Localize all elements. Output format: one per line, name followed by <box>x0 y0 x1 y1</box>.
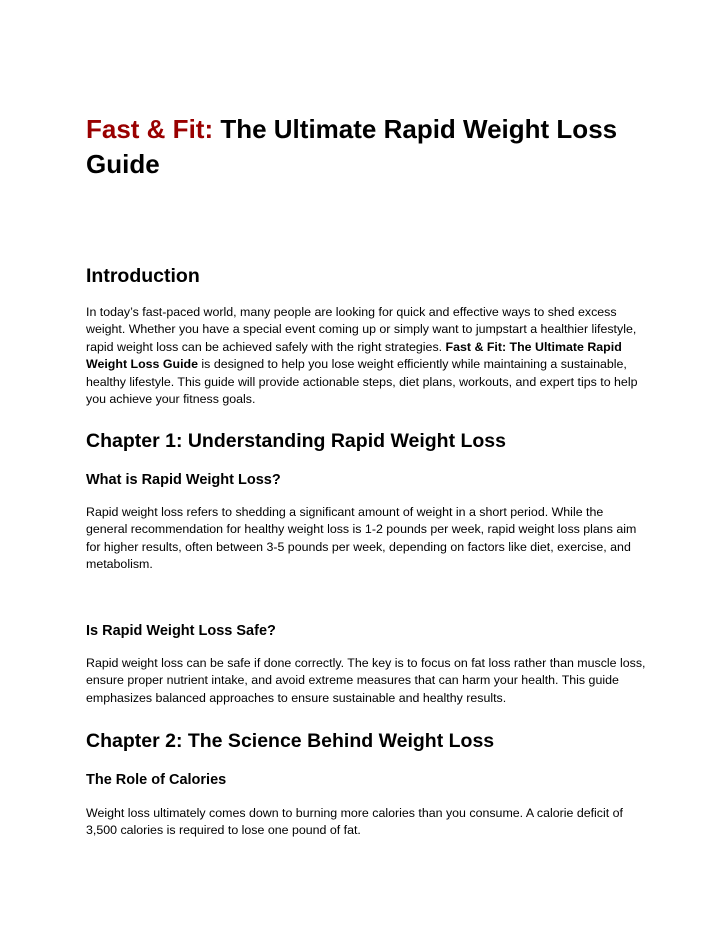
chapter1-heading: Chapter 1: Understanding Rapid Weight Loss <box>86 430 507 452</box>
chapter1-sub2-heading: Is Rapid Weight Loss Safe? <box>86 623 276 639</box>
document-title <box>86 112 626 182</box>
intro-text-before: In today’s fast-paced world, many people are looking for quick and effective ways to shed excess weight. Whether you have a special event coming up or simply want to jumpstart a healthier lifestyle, rapid weight loss can be achieved safely with the right strategies. <box>86 305 637 354</box>
chapter1-sub1-paragraph: Rapid weight loss refers to shedding a significant amount of weight in a short period. While the general recommendation for healthy weight loss is 1-2 pounds per week, rapid weight loss plans aim for higher results, often between 3-5 pounds per week, depending on factors like diet, exercise, and metabolism. <box>86 505 637 572</box>
chapter1-sub2-paragraph: Rapid weight loss can be safe if done correctly. The key is to focus on fat loss rather than muscle loss, ensure proper nutrient intake, and avoid extreme measures that can harm your health. This guide emphasizes balanced approaches to ensure sustainable and healthy results. <box>86 656 646 705</box>
intro-text-bold: Fast & Fit: The Ultimate Rapid Weight Loss Guide <box>86 339 622 372</box>
intro-text-after: is designed to help you lose weight efficiently while maintaining a sustainable, healthy lifestyle. This guide will provide actionable steps, diet plans, workouts, and expert tips to help you achieve your fitness goals. <box>86 357 638 407</box>
chapter2-sub1-paragraph: Weight loss ultimately comes down to burning more calories than you consume. A calorie deficit of 3,500 calories is required to lose one pound of fat. <box>86 806 623 838</box>
title-accent: Fast & Fit: <box>86 114 214 144</box>
chapter2-heading: Chapter 2: The Science Behind Weight Loss <box>86 730 495 752</box>
chapter1-sub1-heading: What is Rapid Weight Loss? <box>86 472 281 488</box>
chapter2-sub1-heading: The Role of Calories <box>86 772 227 788</box>
intro-heading: Introduction <box>86 265 200 287</box>
title-rest: The Ultimate Rapid Weight Loss Guide <box>86 114 618 179</box>
intro-paragraph <box>86 304 646 408</box>
